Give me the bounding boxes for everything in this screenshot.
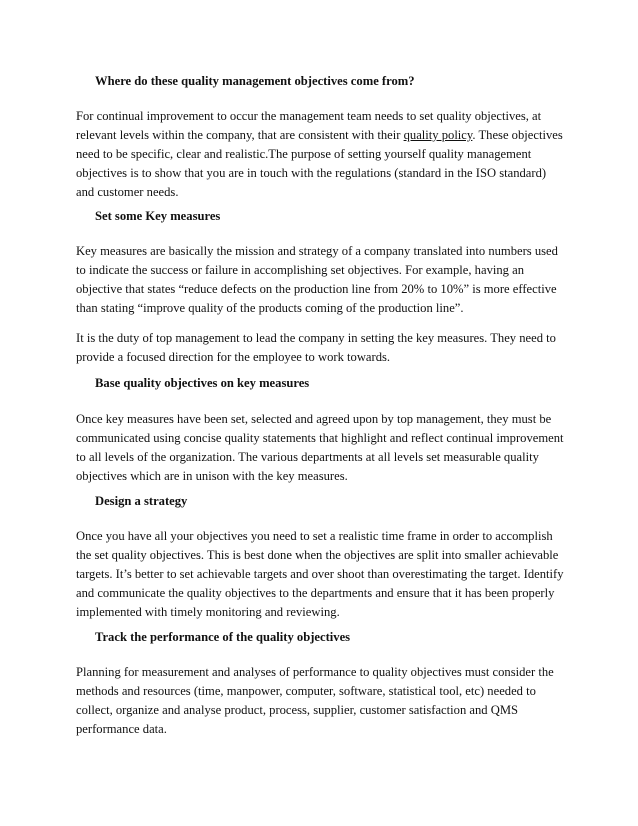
text-line: methods and resources (time, manpower, computer, software, statistical tool, etc) needed to	[76, 684, 536, 698]
text-line: collect, organize and analyse product, process, supplier, customer satisfaction and QMS	[76, 703, 519, 717]
text-line: targets. It’s better to set achievable targets and over shoot than overestimating the target. Identify	[76, 567, 564, 581]
section-heading: Set some Key measures	[95, 209, 221, 223]
text-line: need to be specific, clear and realistic.The purpose of setting yourself quality management	[76, 147, 532, 161]
section-heading: Base quality objectives on key measures	[95, 376, 310, 390]
text-line: objectives is to show that you are in touch with the regulations (standard in the ISO standard)	[76, 166, 547, 180]
quality-policy-link[interactable]: quality policy	[403, 128, 473, 142]
text-line: than stating “improve quality of the products coming of the production line”.	[76, 301, 464, 315]
section-heading: Where do these quality management objectives come from?	[95, 74, 415, 88]
text-line: Once key measures have been set, selected and agreed upon by top management, they must be	[76, 412, 552, 426]
text-line: implemented with timely monitoring and reviewing.	[76, 605, 340, 619]
text-line	[76, 126, 566, 145]
text-line: to indicate the success or failure in accomplishing set objectives. For example, having an	[76, 263, 524, 277]
section-heading: Track the performance of the quality objectives	[95, 630, 351, 644]
paragraph	[76, 663, 566, 739]
text-line: and customer needs.	[76, 185, 179, 199]
paragraph	[76, 107, 566, 202]
text-line: provide a focused direction for the employee to work towards.	[76, 350, 391, 364]
text-segment: relevant levels within the company, that are consistent with their	[76, 128, 401, 142]
text-line: to all levels of the organization. The various departments at all levels set measurable quality	[76, 450, 539, 464]
text-line: Planning for measurement and analyses of performance to quality objectives must consider the	[76, 665, 554, 679]
text-segment: . These objectives	[472, 128, 563, 142]
text-line: and communicate the quality objectives to the departments and ensure that it has been properly	[76, 586, 555, 600]
text-line: the set quality objectives. This is best done when the objectives are split into smaller achievable	[76, 548, 559, 562]
section-heading: Design a strategy	[95, 494, 188, 508]
paragraph	[76, 242, 566, 318]
paragraph	[76, 527, 566, 622]
text-line: Key measures are basically the mission and strategy of a company translated into numbers used	[76, 244, 558, 258]
paragraph	[76, 410, 566, 486]
paragraph	[76, 329, 566, 367]
text-line: performance data.	[76, 722, 167, 736]
text-line: Once you have all your objectives you need to set a realistic time frame in order to accomplish	[76, 529, 553, 543]
text-line: It is the duty of top management to lead the company in setting the key measures. They need to	[76, 331, 556, 345]
text-line: For continual improvement to occur the management team needs to set quality objectives, at	[76, 109, 542, 123]
text-line: objective that states “reduce defects on the production line from 20% to 10%” is more effective	[76, 282, 557, 296]
text-line: objectives which are in unison with the key measures.	[76, 469, 348, 483]
text-line: communicated using concise quality statements that highlight and reflect continual improvement	[76, 431, 564, 445]
